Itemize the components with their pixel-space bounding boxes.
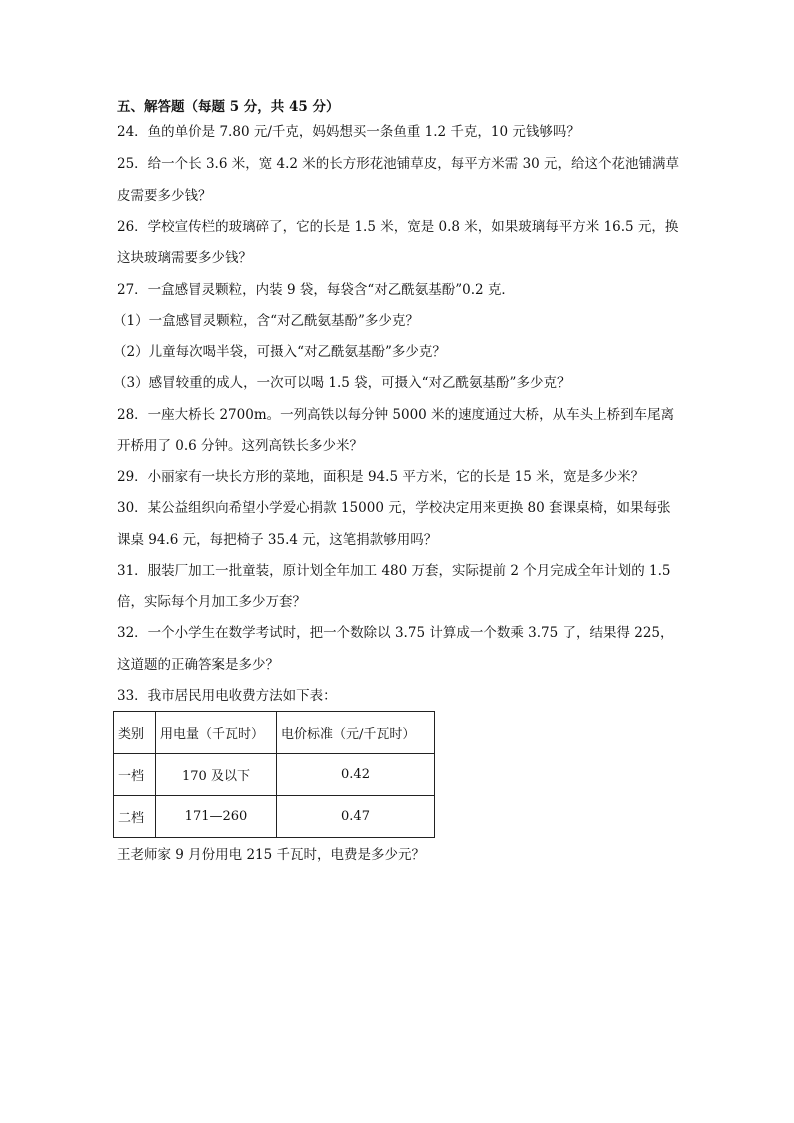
- header-usage: 用电量（千瓦时）: [156, 712, 277, 754]
- header-price: 电价标准（元/千瓦时）: [277, 712, 435, 754]
- table-header-row: [114, 712, 435, 754]
- row1-price: 0.42: [277, 754, 435, 796]
- question-25-line1: 25．给一个长 3.6 米，宽 4.2 米的长方形花池铺草皮，每平方米需 30 元，给这个花池铺满草: [117, 156, 680, 172]
- question-33: 33．我市居民用电收费方法如下表：: [117, 688, 337, 704]
- question-32-line1: 32．一个小学生在数学考试时，把一个数除以 3.75 计算成一个数乘 3.75 了，结果得 225，: [117, 625, 674, 641]
- question-27-sub1: （1）一盒感冒灵颗粒，含“对乙酰氨基酚”多少克？: [113, 313, 419, 329]
- electricity-fee-table: [113, 711, 435, 838]
- header-category: 类别: [114, 712, 156, 754]
- question-30-line2: 课桌 94.6 元，每把椅子 35.4 元，这笔捐款够用吗？: [117, 532, 438, 548]
- row2-usage: 171—260: [156, 796, 277, 838]
- question-27: 27．一盒感冒灵颗粒，内装 9 袋，每袋含“对乙酰氨基酚”0.2 克．: [117, 282, 515, 298]
- row1-category: 一档: [114, 754, 156, 796]
- question-26-line1: 26．学校宣传栏的玻璃碎了，它的长是 1.5 米，宽是 0.8 米，如果玻璃每平方米 16.5 元，换: [117, 219, 679, 235]
- row2-category: 二档: [114, 796, 156, 838]
- question-31-line2: 倍，实际每个月加工多少万套？: [117, 594, 306, 610]
- question-25-line2: 皮需要多少钱？: [117, 188, 212, 204]
- question-27-sub3: （3）感冒较重的成人，一次可以喝 1.5 袋，可摄入“对乙酰氨基酚”多少克？: [113, 375, 571, 391]
- table-row: [114, 796, 435, 838]
- question-31-line1: 31．服装厂加工一批童装，原计划全年加工 480 万套，实际提前 2 个月完成全年计划的 1.5: [117, 563, 671, 579]
- question-27-sub2: （2）儿童每次喝半袋，可摄入“对乙酰氨基酚”多少克？: [113, 344, 446, 360]
- section-heading: 五、解答题（每题 5 分，共 45 分）: [117, 99, 340, 115]
- question-26-line2: 这块玻璃需要多少钱？: [117, 250, 252, 266]
- row2-price: 0.47: [277, 796, 435, 838]
- question-28-line1: 28．一座大桥长 2700m。一列高铁以每分钟 5000 米的速度通过大桥，从车头上桥到车尾离: [117, 407, 675, 423]
- question-28-line2: 开桥用了 0.6 分钟。这列高铁长多少米？: [117, 438, 364, 454]
- question-33-ask: 王老师家 9 月份用电 215 千瓦时，电费是多少元？: [117, 847, 426, 863]
- question-29: 29．小丽家有一块长方形的菜地，面积是 94.5 平方米，它的长是 15 米，宽是多少米？: [117, 469, 645, 485]
- question-30-line1: 30．某公益组织向希望小学爱心捐款 15000 元，学校决定用来更换 80 套课桌椅，如果每张: [117, 500, 671, 516]
- question-32-line2: 这道题的正确答案是多少？: [117, 657, 279, 673]
- row1-usage: 170 及以下: [156, 754, 277, 796]
- table-row: [114, 754, 435, 796]
- question-24: 24．鱼的单价是 7.80 元/千克，妈妈想买一条鱼重 1.2 千克，10 元钱够吗？: [117, 124, 580, 140]
